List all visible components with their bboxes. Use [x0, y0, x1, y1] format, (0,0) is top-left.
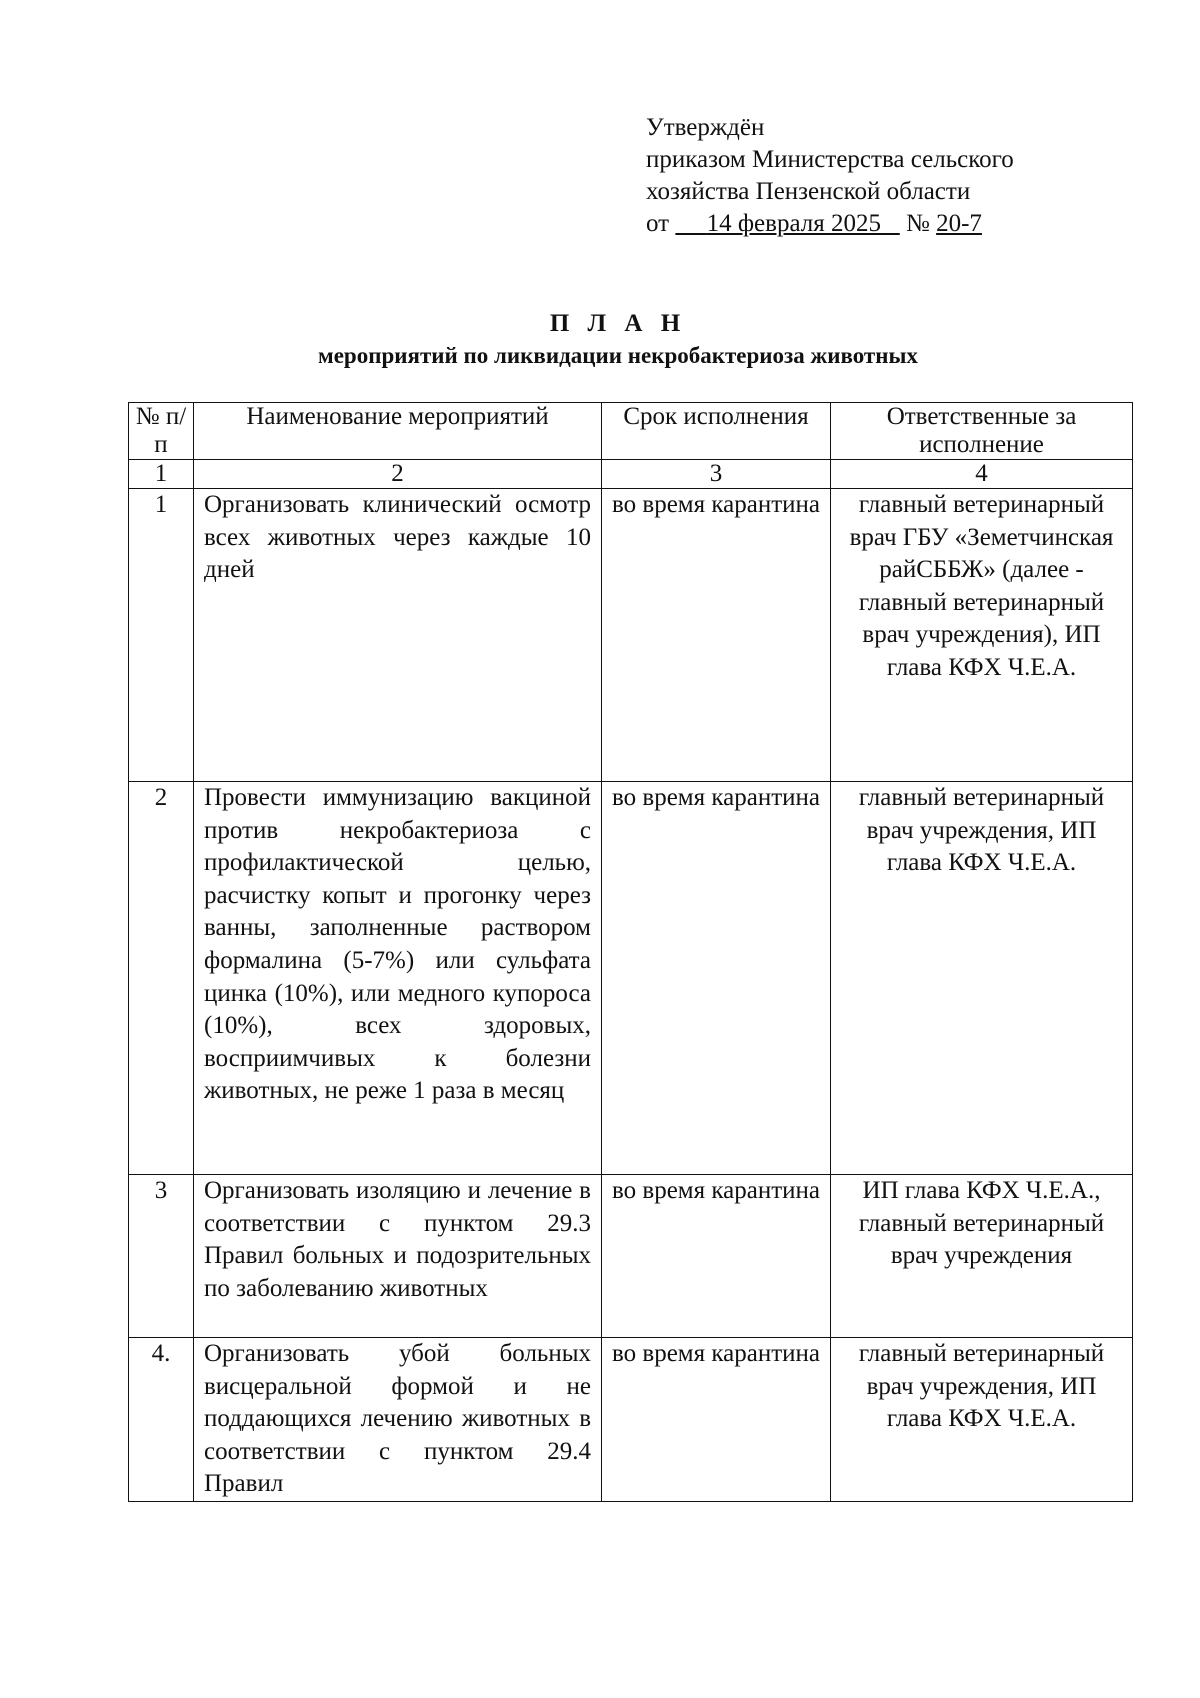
row-number: 3	[129, 1175, 194, 1338]
header-deadline: Срок исполнения	[602, 403, 831, 460]
approval-number-sign: №	[906, 210, 930, 237]
plan-table	[128, 402, 1133, 1502]
table-header-row	[129, 403, 1133, 460]
row-measure: Организовать клинический осмотр всех животных через каждые 10 дней	[194, 489, 602, 782]
header-num: № п/п	[129, 403, 194, 460]
row-measure: Провести иммунизацию вакциной против некробактериоза с профилактической целью, расчистку копыт и прогонку через ванны, заполненные раствором формалина (5-7%) или сульфата цинка (10%), или медного купороса (10%), всех здоровых, восприимчивых к болезни животных, не реже 1 раза в месяц	[194, 782, 602, 1175]
table-row	[129, 1175, 1133, 1338]
row-measure: Организовать изоляцию и лечение в соответствии с пунктом 29.3 Правил больных и подозрительных по заболеванию животных	[194, 1175, 602, 1338]
approval-line-3: хозяйства Пензенской области	[646, 178, 971, 205]
column-number-2: 2	[194, 460, 602, 489]
approval-stamp	[646, 112, 1014, 240]
approval-from: от	[646, 210, 670, 237]
row-deadline: во время карантина	[602, 489, 831, 782]
row-number: 1	[129, 489, 194, 782]
column-number-1: 1	[129, 460, 194, 489]
column-number-4: 4	[831, 460, 1133, 489]
approval-date: 14 февраля 2025	[706, 210, 881, 237]
document-title	[0, 308, 1200, 372]
row-responsible: главный ветеринарный врач учреждения, ИП глава КФХ Ч.Е.А.	[831, 1338, 1133, 1502]
approval-number: 20-7	[936, 210, 982, 237]
table-row	[129, 1338, 1133, 1502]
row-number: 2	[129, 782, 194, 1175]
row-responsible: ИП глава КФХ Ч.Е.А., главный ветеринарный врач учреждения	[831, 1175, 1133, 1338]
row-deadline: во время карантина	[602, 1175, 831, 1338]
table-row	[129, 782, 1133, 1175]
column-number-3: 3	[602, 460, 831, 489]
column-number-row	[129, 460, 1133, 489]
header-name: Наименование мероприятий	[194, 403, 602, 460]
plan-title: П Л А Н	[549, 310, 687, 337]
approval-line-4	[646, 208, 1014, 240]
row-deadline: во время карантина	[602, 782, 831, 1175]
row-number: 4.	[129, 1338, 194, 1502]
row-responsible: главный ветеринарный врач учреждения, ИП глава КФХ Ч.Е.А.	[831, 782, 1133, 1175]
plan-subtitle: мероприятий по ликвидации некробактериоза животных	[318, 343, 918, 368]
row-responsible: главный ветеринарный врач ГБУ «Земетчинская райСББЖ» (далее - главный ветеринарный врач учреждения), ИП глава КФХ Ч.Е.А.	[831, 489, 1133, 782]
table-row	[129, 489, 1133, 782]
approval-line-1: Утверждён	[646, 114, 765, 141]
row-measure: Организовать убой больных висцеральной формой и не поддающихся лечению животных в соответствии с пунктом 29.4 Правил	[194, 1338, 602, 1502]
row-deadline: во время карантина	[602, 1338, 831, 1502]
header-responsible: Ответственные за исполнение	[831, 403, 1133, 460]
approval-line-2: приказом Министерства сельского	[646, 146, 1014, 173]
